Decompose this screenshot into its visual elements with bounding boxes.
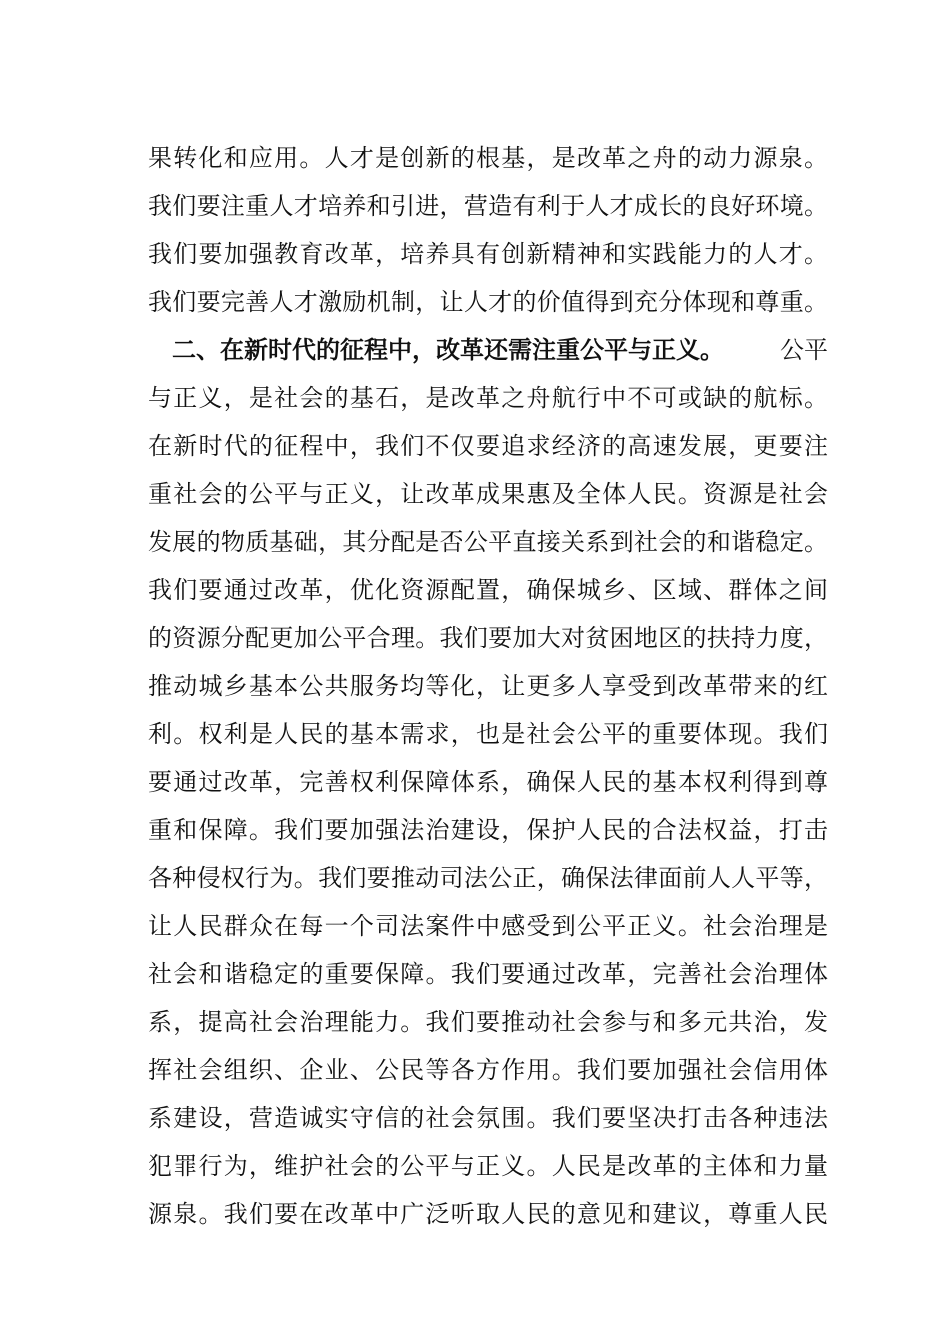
text-line: 系建设，营造诚实守信的社会氛围。我们要坚决打击各种违法 [148, 1104, 828, 1132]
text-line: 重社会的公平与正义，让改革成果惠及全体人民。资源是社会 [148, 480, 828, 508]
text-line: 的资源分配更加公平合理。我们要加大对贫困地区的扶持力度， [148, 624, 828, 652]
text-line: 重和保障。我们要加强法治建设，保护人民的合法权益，打击 [148, 816, 828, 844]
section-heading: 二、在新时代的征程中，改革还需注重公平与正义。 [172, 336, 724, 364]
text-line: 社会和谐稳定的重要保障。我们要通过改革，完善社会治理体 [148, 960, 828, 988]
text-line: 发展的物质基础，其分配是否公平直接关系到社会的和谐稳定。 [148, 528, 828, 556]
text-line: 果转化和应用。人才是创新的根基，是改革之舟的动力源泉。 [148, 144, 828, 172]
text-line: 我们要完善人才激励机制，让人才的价值得到充分体现和尊重。 [148, 288, 828, 316]
text-line: 源泉。我们要在改革中广泛听取人民的意见和建议，尊重人民 [148, 1200, 828, 1228]
section-heading-line [172, 328, 828, 372]
text-line: 让人民群众在每一个司法案件中感受到公平正义。社会治理是 [148, 912, 828, 940]
text-line: 各种侵权行为。我们要推动司法公正，确保法律面前人人平等， [148, 864, 828, 892]
heading-line-continuation: 公平 [780, 336, 828, 364]
text-line: 系，提高社会治理能力。我们要推动社会参与和多元共治，发 [148, 1008, 828, 1036]
text-line: 要通过改革，完善权利保障体系，确保人民的基本权利得到尊 [148, 768, 828, 796]
text-line: 我们要通过改革，优化资源配置，确保城乡、区域、群体之间 [148, 576, 828, 604]
text-line: 挥社会组织、企业、公民等各方作用。我们要加强社会信用体 [148, 1056, 828, 1084]
text-line: 与正义，是社会的基石，是改革之舟航行中不可或缺的航标。 [148, 384, 828, 412]
text-line: 在新时代的征程中，我们不仅要追求经济的高速发展，更要注 [148, 432, 828, 460]
text-line: 利。权利是人民的基本需求，也是社会公平的重要体现。我们 [148, 720, 828, 748]
text-line: 推动城乡基本公共服务均等化，让更多人享受到改革带来的红 [148, 672, 828, 700]
text-line: 犯罪行为，维护社会的公平与正义。人民是改革的主体和力量 [148, 1152, 828, 1180]
text-line: 我们要注重人才培养和引进，营造有利于人才成长的良好环境。 [148, 192, 828, 220]
text-line: 我们要加强教育改革，培养具有创新精神和实践能力的人才。 [148, 240, 828, 268]
